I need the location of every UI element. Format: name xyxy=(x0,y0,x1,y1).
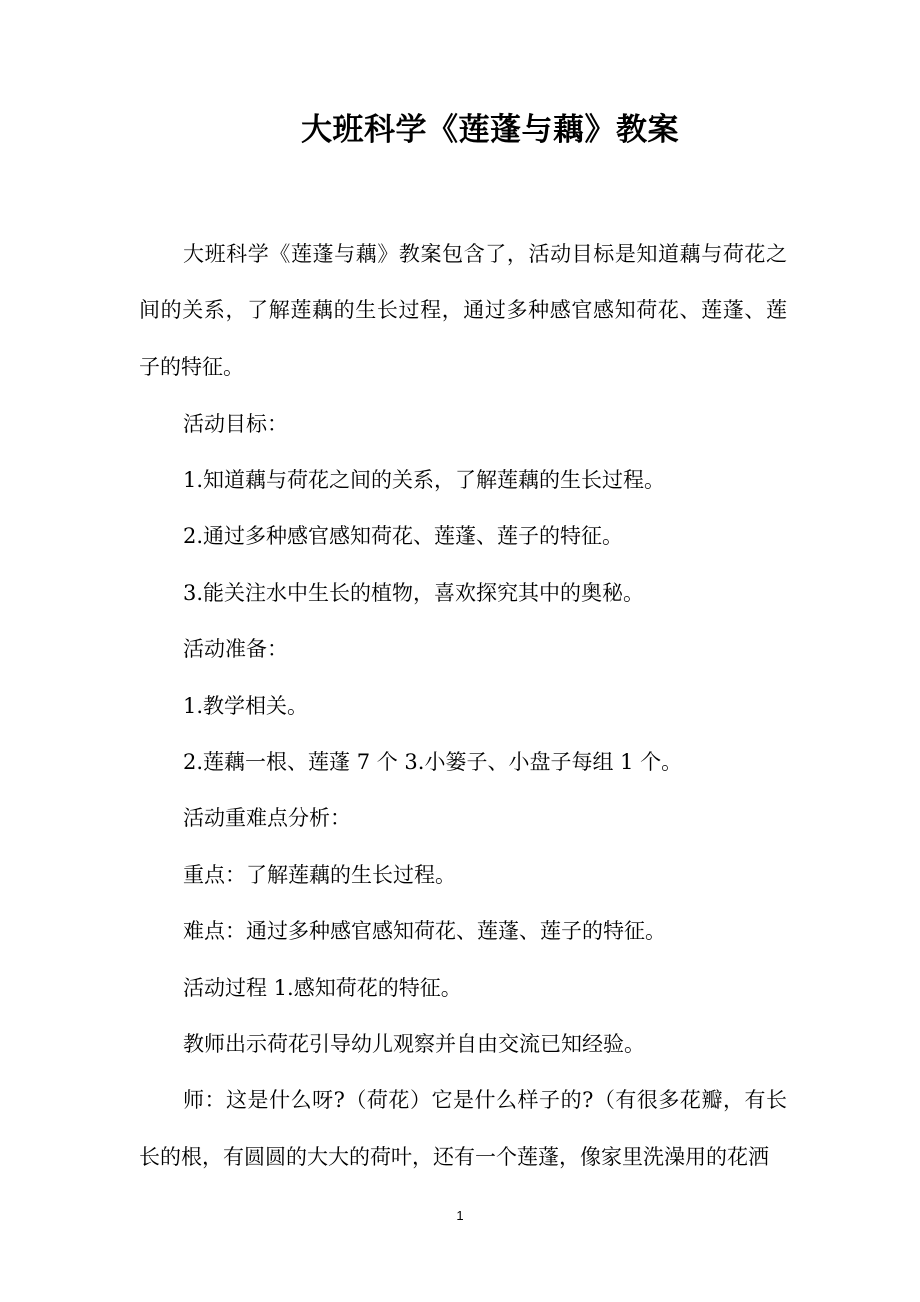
page-number: 1 xyxy=(456,1208,464,1223)
goal-item-2: 2.通过多种感官感知荷花、莲蓬、莲子的特征。 xyxy=(183,524,624,549)
difficulty-paragraph: 难点：通过多种感官感知荷花、莲蓬、莲子的特征。 xyxy=(183,919,666,944)
goal-item-1: 1.知道藕与荷花之间的关系，了解莲藕的生长过程。 xyxy=(183,468,666,492)
process-step-1: 活动过程 1.感知荷花的特征。 xyxy=(183,975,462,1000)
document-body xyxy=(139,240,787,1200)
key-point-paragraph: 重点：了解莲藕的生长过程。 xyxy=(183,862,456,887)
goals-heading: 活动目标： xyxy=(183,411,288,436)
intro-paragraph: 大班科学《莲蓬与藕》教案包含了，活动目标是知道藕与荷花之间的关系，了解莲藕的生长过程，通过多种感官感知荷花、莲蓬、莲子的特征。 xyxy=(139,242,787,379)
preparation-item-2: 2.莲藕一根、莲蓬 7 个 3.小篓子、小盘子每组 1 个。 xyxy=(183,749,683,774)
dialogue-paragraph: 师：这是什么呀?（荷花）它是什么样子的?（有很多花瓣，有长长的根，有圆圆的大大的荷叶，还有一个莲蓬，像家里洗澡用的花洒 xyxy=(139,1088,787,1169)
key-points-heading: 活动重难点分析： xyxy=(183,806,351,831)
goal-item-3: 3.能关注水中生长的植物，喜欢探究其中的奥秘。 xyxy=(183,580,645,605)
document-title: 大班科学《莲蓬与藕》教案 xyxy=(301,112,679,148)
preparation-heading: 活动准备： xyxy=(183,637,288,662)
preparation-item-1: 1.教学相关。 xyxy=(183,693,309,718)
process-paragraph: 教师出示荷花引导幼儿观察并自由交流已知经验。 xyxy=(183,1031,645,1056)
